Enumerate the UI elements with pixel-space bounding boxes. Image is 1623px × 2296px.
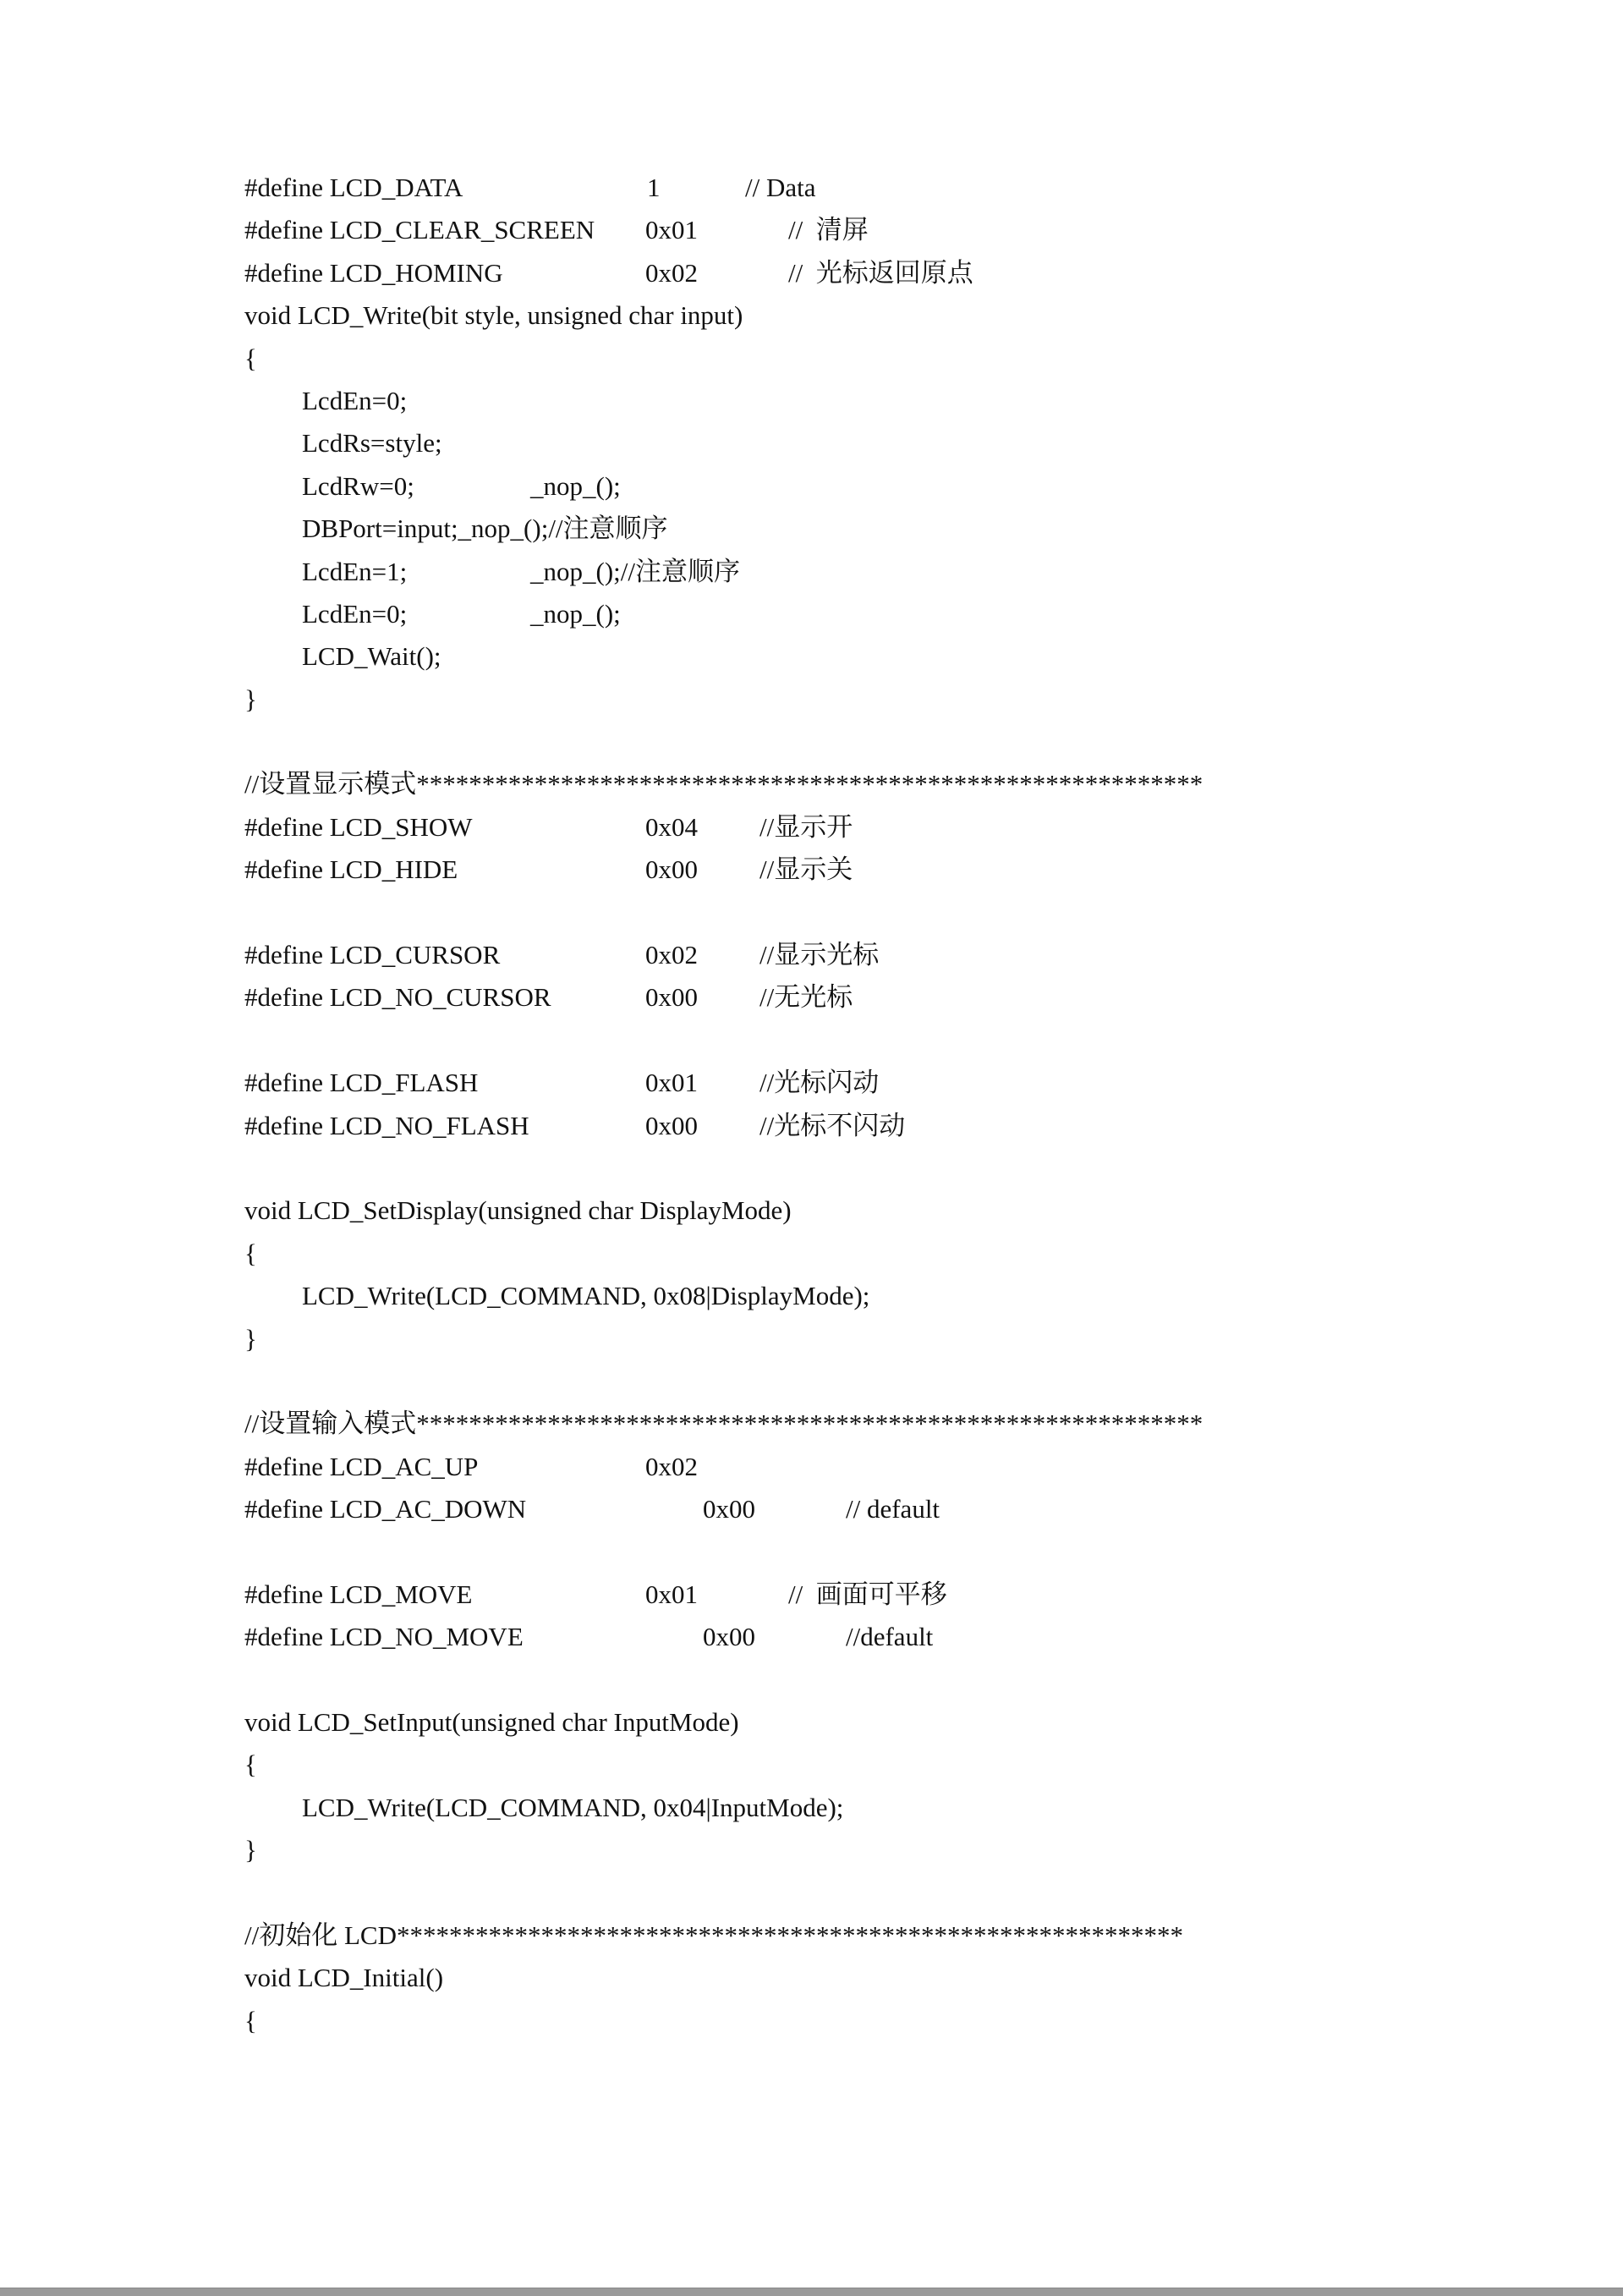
code-value: 0x02 [645, 257, 698, 288]
blank-line [244, 1531, 284, 1574]
code-value: 0x02 [645, 940, 698, 970]
code-value: 0x01 [645, 1579, 698, 1609]
code-line [244, 1829, 284, 1871]
code-text: } [244, 684, 257, 714]
code-text: LCD_Write(LCD_COMMAND, 0x04|InputMode); [302, 1792, 844, 1822]
code-text: _nop_(); [530, 598, 621, 629]
code-line [244, 551, 740, 593]
code-value: 0x04 [645, 811, 698, 842]
code-text: #define LCD_DATA [244, 173, 463, 202]
code-comment: //光标闪动 [759, 1068, 880, 1098]
code-line [244, 1744, 284, 1786]
code-comment: // default [846, 1494, 940, 1524]
blank-line [244, 1872, 284, 1914]
code-comment: // Data [745, 173, 816, 202]
code-text: LcdRs=style; [302, 428, 442, 459]
code-line [244, 252, 973, 294]
code-value: 0x00 [703, 1622, 755, 1652]
code-line [244, 849, 853, 891]
code-text: #define LCD_NO_CURSOR [244, 982, 551, 1013]
code-value: 0x00 [645, 982, 698, 1013]
code-text: LcdEn=1; [302, 556, 408, 586]
code-line [244, 338, 284, 380]
code-line [244, 976, 853, 1019]
code-comment: //显示光标 [759, 940, 880, 970]
code-text: #define LCD_CLEAR_SCREEN [244, 215, 595, 245]
code-line [244, 1616, 934, 1658]
code-text: #define LCD_NO_MOVE [244, 1622, 524, 1652]
section-comment: //设置输入模式************************************************************ [244, 1409, 1204, 1439]
blank-line [244, 892, 284, 934]
code-line [244, 1403, 1204, 1445]
code-line [244, 593, 621, 635]
code-text: _nop_(); [530, 470, 621, 501]
code-value: 0x00 [645, 854, 698, 885]
code-text: #define LCD_NO_FLASH [244, 1110, 529, 1140]
code-text: _nop_();//注意顺序 [530, 556, 740, 586]
code-text: { [244, 1238, 257, 1268]
code-text: #define LCD_CURSOR [244, 940, 501, 970]
code-text: #define LCD_AC_DOWN [244, 1494, 527, 1524]
code-line [244, 2000, 284, 2042]
code-line [244, 209, 869, 251]
code-text: LCD_Write(LCD_COMMAND, 0x08|DisplayMode); [302, 1281, 870, 1311]
code-text: } [244, 1835, 257, 1865]
code-value: 0x01 [645, 215, 698, 245]
code-line [244, 167, 816, 209]
code-line [244, 294, 743, 337]
code-comment: // 光标返回原点 [788, 257, 973, 288]
code-value: 1 [647, 173, 661, 202]
code-text: #define LCD_MOVE [244, 1579, 473, 1609]
blank-line [244, 1659, 284, 1701]
code-value: 0x02 [645, 1451, 698, 1481]
code-line [244, 635, 441, 678]
blank-line [244, 1019, 284, 1062]
code-text: #define LCD_SHOW [244, 811, 473, 842]
code-line [244, 1446, 698, 1488]
code-line [244, 1914, 1183, 1957]
code-line [244, 1275, 870, 1317]
code-comment: //光标不闪动 [759, 1110, 906, 1140]
code-text: void LCD_SetDisplay(unsigned char DisplayMode) [244, 1195, 792, 1226]
code-line [244, 1318, 284, 1360]
code-value: 0x00 [703, 1494, 755, 1524]
code-line [244, 508, 668, 550]
blank-line [244, 721, 284, 763]
code-text: #define LCD_AC_UP [244, 1451, 479, 1481]
code-line [244, 465, 621, 508]
code-comment: //无光标 [759, 982, 853, 1013]
code-listing [244, 167, 1204, 2042]
code-comment: //显示关 [759, 854, 853, 885]
code-text: void LCD_SetInput(unsigned char InputMode) [244, 1707, 739, 1738]
code-line [244, 380, 408, 422]
code-text: { [244, 343, 257, 373]
code-comment: //default [846, 1622, 934, 1652]
code-value: 0x01 [645, 1068, 698, 1098]
blank-line [244, 1147, 284, 1189]
code-line [244, 763, 1204, 805]
code-line [244, 422, 442, 464]
code-text: DBPort=input;_nop_();//注意顺序 [302, 514, 668, 544]
code-line [244, 806, 853, 849]
blank-line [244, 1360, 284, 1403]
code-comment: //显示开 [759, 811, 853, 842]
code-line [244, 1488, 940, 1530]
section-comment: //初始化 LCD************************************************************ [244, 1920, 1183, 1951]
code-text: LcdEn=0; [302, 598, 408, 629]
code-text: void LCD_Write(bit style, unsigned char input) [244, 300, 743, 331]
code-line [244, 1233, 284, 1275]
code-line [244, 1957, 444, 1999]
code-line [244, 1574, 947, 1616]
code-line [244, 934, 880, 976]
code-text: } [244, 1323, 257, 1354]
code-line [244, 1189, 792, 1232]
code-text: LcdRw=0; [302, 470, 414, 501]
code-text: LcdEn=0; [302, 385, 408, 415]
code-text: LCD_Wait(); [302, 641, 441, 672]
code-text: { [244, 1749, 257, 1780]
code-value: 0x00 [645, 1110, 698, 1140]
code-text: void LCD_Initial() [244, 1963, 444, 1993]
section-comment: //设置显示模式************************************************************ [244, 769, 1204, 799]
code-text: { [244, 2005, 257, 2035]
code-line [244, 1787, 844, 1829]
code-comment: // 清屏 [788, 215, 869, 245]
code-line [244, 1701, 739, 1744]
code-text: #define LCD_FLASH [244, 1068, 479, 1098]
code-text: #define LCD_HIDE [244, 854, 458, 885]
code-line [244, 1062, 880, 1104]
code-line [244, 1105, 906, 1147]
code-comment: // 画面可平移 [788, 1579, 947, 1609]
code-line [244, 678, 284, 721]
code-text: #define LCD_HOMING [244, 257, 503, 288]
